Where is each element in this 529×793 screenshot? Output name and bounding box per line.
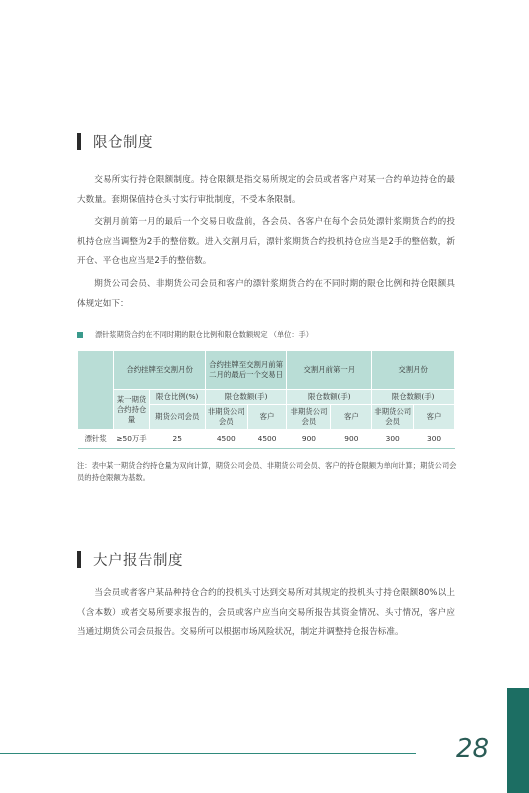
header-nonfutures-member: 非期货公司会员 <box>205 405 247 430</box>
page-number: 28 <box>456 734 490 764</box>
header-second-month: 合约挂牌至交割月前第二月的最后一个交易日 <box>205 351 287 390</box>
header-amount: 限仓数额(手) <box>372 390 455 405</box>
paragraph: 期货公司会员、非期货公司会员和客户的漂针浆期货合约在不同时期的限仓比例和持仓限额具体规定如下： <box>77 279 455 309</box>
paragraph: 当会员或者客户某品种持仓合约的投机头寸达到交易所对其规定的投机头寸持仓限额80%以上（含本数）或者交易所要求报告的，会员或客户应当向交易所报告其资金情况、头寸情况，客户应当通过期货公司会员报告。交易所可以根据市场风险状况，制定并调整持仓报告标准。 <box>77 588 455 637</box>
section-heading-position-limit <box>77 131 153 152</box>
cell-value: 900 <box>331 430 372 449</box>
cell-value: 900 <box>287 430 331 449</box>
table-corner-cell <box>78 351 114 430</box>
section-marker <box>77 133 81 150</box>
header-client: 客户 <box>331 405 372 430</box>
position-limit-table <box>77 350 455 449</box>
cell-value: 300 <box>414 430 455 449</box>
footer-rule <box>0 753 416 754</box>
caption-square-icon <box>77 332 83 338</box>
paragraph: 交易所实行持仓限额制度。持仓限额是指交易所规定的会员或者客户对某一合约单边持仓的最大数量。套期保值持仓头寸实行审批制度，不受本条限制。 <box>77 175 455 205</box>
cell-value: 4500 <box>247 430 287 449</box>
header-listing-period: 合约挂牌至交割月份 <box>114 351 205 390</box>
header-nonfutures-member: 非期货公司会员 <box>372 405 414 430</box>
section-title: 大户报告制度 <box>93 553 183 569</box>
header-delivery-month: 交割月份 <box>372 351 455 390</box>
header-amount: 限仓数额(手) <box>287 390 372 405</box>
header-client: 客户 <box>247 405 287 430</box>
header-first-month: 交割月前第一月 <box>287 351 372 390</box>
paragraph: 交割月前第一月的最后一个交易日收盘前，各会员、各客户在每个会员处漂针浆期货合约的投机持仓应当调整为2手的整倍数。进入交割月后，漂针浆期货合约投机持仓应当是2手的整倍数，新开仓、平仓也应当是2手的整倍数。 <box>77 217 455 266</box>
table-caption-text: 漂针浆期货合约在不同时期的限仓比例和限仓数额规定 （单位：手） <box>95 330 313 339</box>
cell-ratio: 25 <box>149 430 205 449</box>
section-marker <box>77 551 81 568</box>
header-single-position: 某一期货合约持仓量 <box>114 390 149 430</box>
cell-value: 4500 <box>205 430 247 449</box>
cell-product: 漂针浆 <box>78 430 114 449</box>
table-caption <box>77 330 313 340</box>
table-note: 注：表中某一期货合约持仓量为双向计算，期货公司会员、非期货公司会员、客户的持仓限额为单向计算；期货公司会员的持仓限额为基数。 <box>77 461 457 482</box>
header-nonfutures-member: 非期货公司会员 <box>287 405 331 430</box>
cell-threshold: ≥50万手 <box>114 430 149 449</box>
header-client: 客户 <box>414 405 455 430</box>
header-ratio: 限仓比例(%) <box>149 390 205 405</box>
section-title: 限仓制度 <box>93 135 153 151</box>
header-amount: 限仓数额(手) <box>205 390 287 405</box>
section-heading-large-trader <box>77 549 183 570</box>
page-edge-tab <box>507 688 529 793</box>
table-row <box>78 430 455 449</box>
header-futures-member: 期货公司会员 <box>149 405 205 430</box>
cell-value: 300 <box>372 430 414 449</box>
